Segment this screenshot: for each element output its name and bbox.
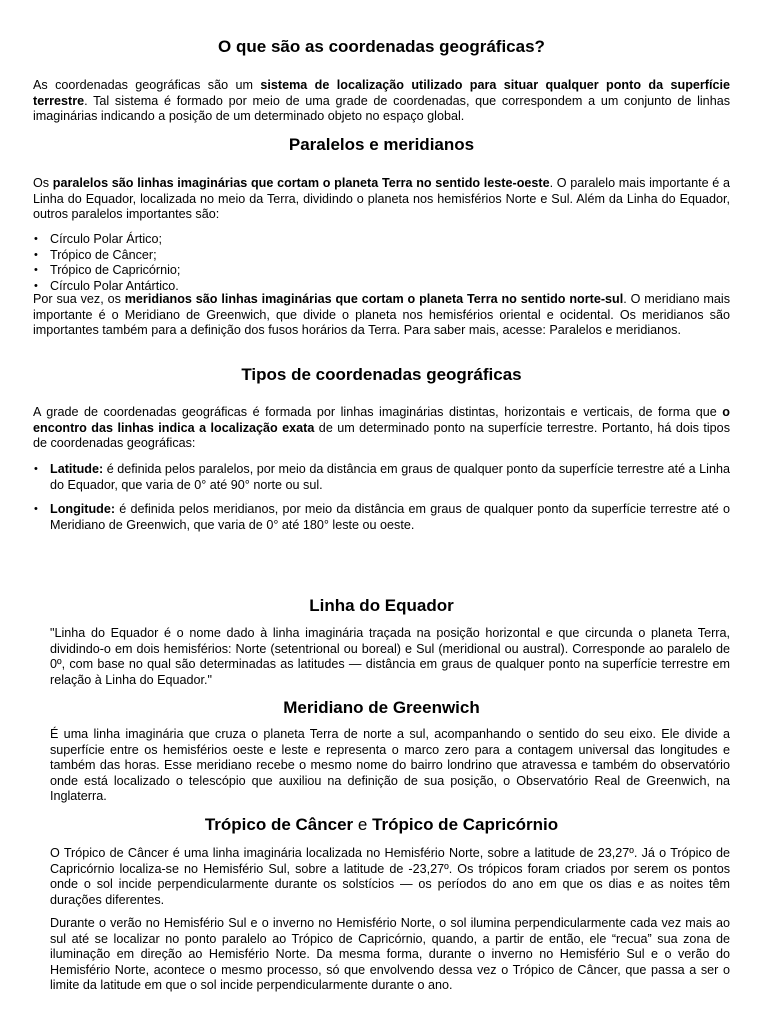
meridianos-paragraph <box>33 292 730 339</box>
longitude-label: Longitude: <box>50 502 116 516</box>
list-item-longitude <box>33 502 730 533</box>
heading-paralelos: Paralelos e meridianos <box>288 135 475 154</box>
heading-tropico-cancer: Trópico de Câncer <box>204 815 354 834</box>
intro-bold-1: sistema de localização utilizado para situar qualquer ponto da superfície terrestre <box>33 78 730 108</box>
heading-tipos: Tipos de coordenadas geográficas <box>241 365 522 384</box>
greenwich-paragraph: É uma linha imaginária que cruza o planeta Terra de norte a sul, acompanhando o sentido do seu eixo. Ele divide a superfície entre os hemisférios oeste e leste e representa o marco zero para a contagem universal das longitudes e também das horas. Esse meridiano recebe o mesmo nome do bairro londrino que atravessa e também do observatório onde está localizado o telescópio que auxiliou na definição de sua posição, o Observatório Real de Greenwich, na Inglaterra. <box>50 727 730 803</box>
heading-equador: Linha do Equador <box>309 596 454 615</box>
tipos-text-2: de um determinado ponto na superfície terrestre. Portanto, há dois tipos de coordenadas geográficas: <box>33 420 730 450</box>
list-item-latitude <box>33 462 730 493</box>
tipos-list <box>33 462 730 533</box>
heading-tropico-capricornio: Trópico de Capricórnio <box>372 815 559 834</box>
paralelos-text-1: Os <box>33 176 53 190</box>
meridianos-bold-1: meridianos são linhas imaginárias que cortam o planeta Terra no sentido norte-sul <box>124 292 624 306</box>
paralelos-text-2: . O paralelo mais importante é a Linha do Equador, localizada no meio da Terra, dividindo o planeta nos hemisférios Norte e Sul. Além da Linha do Equador, outros paralelos importantes são: <box>33 176 730 221</box>
list-item: • Trópico de Capricórnio; <box>33 263 730 279</box>
meridianos-text-1: Por sua vez, os <box>33 292 125 306</box>
paralelos-bold-1: paralelos são linhas imaginárias que cortam o planeta Terra no sentido leste-oeste <box>52 176 550 190</box>
tipos-bold-1: o encontro das linhas indica a localização exata <box>33 405 730 435</box>
latitude-label: Latitude: <box>50 462 104 476</box>
intro-paragraph <box>33 78 730 125</box>
paralelos-paragraph <box>33 176 730 223</box>
list-item: • Círculo Polar Ártico; <box>33 232 730 248</box>
tropicos-paragraph-2: Durante o verão no Hemisfério Sul e o inverno no Hemisfério Norte, o sol ilumina perpendicularmente cada vez mais ao sul até se localizar no ponto paralelo ao Trópico de Capricórnio, quando, a partir de então, ele “recua” sua zona de iluminação em direção ao Hemisfério Norte. Da mesma forma, durante o inverno no Hemisfério Sul e o verão do Hemisfério Norte, acontece o mesmo processo, só que envolvendo dessa vez o Trópico de Câncer, que passa a ser o limite da latitude em que o sol incide perpendicularmente durante o ano. <box>50 916 730 992</box>
equador-paragraph: "Linha do Equador é o nome dado à linha imaginária traçada na posição horizontal e que circunda o planeta Terra, dividindo-o em dois hemisférios: Norte (setentrional ou boreal) e Sul (meridional ou austral). Corresponde ao paralelo de 0º, com base no qual são determinadas as latitudes — distância em graus de qualquer ponto na superfície terrestre em relação à Linha do Equador." <box>50 626 730 687</box>
latitude-text: é definida pelos paralelos, por meio da distância em graus de qualquer ponto da superfície terrestre até a Linha do Equador, que varia de 0° até 90° norte ou sul. <box>50 462 730 492</box>
longitude-text: é definida pelos meridianos, por meio da distância em graus de qualquer ponto da superfície terrestre até o Meridiano de Greenwich, que varia de 0° até 180° leste ou oeste. <box>50 502 730 532</box>
heading-conjunction: e <box>353 815 373 834</box>
meridianos-text-2: . O meridiano mais importante é o Meridiano de Greenwich, que divide o planeta nos hemisférios oriental e ocidental. Os meridianos são importantes também para a definição dos fusos horários da Terra. Para saber mais, acesse: Paralelos e meridianos. <box>33 292 730 337</box>
paralelos-list <box>33 232 730 294</box>
intro-text-1: As coordenadas geográficas são um <box>33 78 261 92</box>
tipos-paragraph <box>33 405 730 452</box>
tropicos-paragraph-1: O Trópico de Câncer é uma linha imaginária localizada no Hemisfério Norte, sobre a latitude de 23,27º. Já o Trópico de Capricórnio localiza-se no Hemisfério Sul, sobre a latitude de -23,27º. Os trópicos foram criados por serem os pontos onde o sol incide perpendicularmente durante os solstícios — os períodos do ano em que os dias e as noites têm durações diferentes. <box>50 846 730 907</box>
tipos-text-1: A grade de coordenadas geográficas é formada por linhas imaginárias distintas, horizontais e verticais, de forma que <box>33 405 723 419</box>
list-item: • Círculo Polar Antártico. <box>33 279 730 295</box>
heading-greenwich: Meridiano de Greenwich <box>283 698 480 717</box>
list-item: • Trópico de Câncer; <box>33 248 730 264</box>
intro-text-2: . Tal sistema é formado por meio de uma grade de coordenadas, que correspondem a um conjunto de linhas imaginárias indicando a posição de um determinado objeto no espaço global. <box>33 93 730 123</box>
heading-tropicos <box>33 815 730 835</box>
page-title: O que são as coordenadas geográficas? <box>218 37 545 56</box>
